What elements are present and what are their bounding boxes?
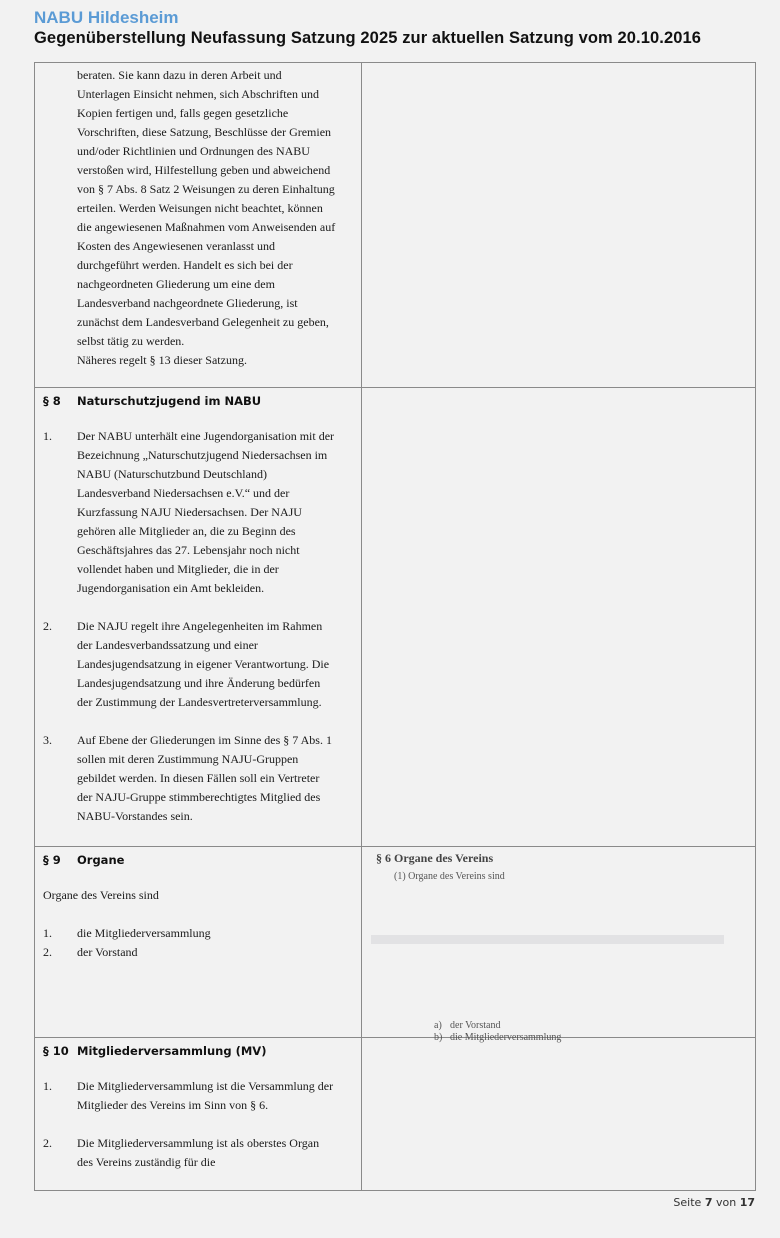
text-line: NABU (Naturschutzbund Deutschland) — [77, 467, 267, 481]
document-title: Gegenüberstellung Neufassung Satzung 2025 zur aktuellen Satzung vom 20.10.2016 — [34, 29, 702, 47]
text-line: und/oder Richtlinien und Ordnungen des NABU — [77, 144, 310, 158]
text-line: Landesverband Niedersachsen e.V.“ und der — [77, 486, 290, 500]
old-statute-cell — [362, 1038, 756, 1191]
section-title: Naturschutzjugend im NABU — [77, 394, 262, 408]
list-item — [43, 731, 353, 826]
list-item — [434, 1020, 561, 1032]
item-number: b) — [434, 1032, 443, 1043]
text-line: verstoßen wird, Hilfestellung geben und abweichend — [77, 163, 331, 177]
text-line: der Landesverbandssatzung und einer — [77, 638, 258, 652]
item-number: 2. — [43, 619, 52, 633]
text-line: erteilen. Werden Weisungen nicht beachtet, können — [77, 201, 323, 215]
text-line: gehören alle Mitglieder an, die zu Beginn des — [77, 524, 296, 538]
text-line: Bezeichnung „Naturschutzjugend Niedersachsen im — [77, 448, 328, 462]
page-separator: von — [715, 1196, 737, 1209]
item-number: 2. — [43, 1136, 52, 1150]
list-item — [43, 924, 353, 943]
new-statute-cell — [35, 63, 362, 388]
text-line: beraten. Sie kann dazu in deren Arbeit und — [77, 68, 282, 82]
item-number: 2. — [43, 945, 52, 959]
text-line: Unterlagen Einsicht nehmen, sich Abschriften und — [77, 87, 319, 101]
text-line: Mitglieder des Vereins im Sinn von § 6. — [77, 1098, 269, 1112]
text-line: Auf Ebene der Gliederungen im Sinne des § 7 Abs. 1 — [77, 733, 332, 747]
section-number: § 9 — [43, 853, 61, 867]
section-heading — [43, 394, 353, 408]
table-row — [35, 388, 756, 847]
old-section-title: § 6 Organe des Vereins — [376, 851, 494, 865]
item-text: der Vorstand — [450, 1020, 501, 1031]
text-line: Die Mitgliederversammlung ist die Versammlung der — [77, 1079, 334, 1093]
text-line: vollendet haben und Mitglieder, die in der — [77, 562, 279, 576]
item-text: der Vorstand — [77, 945, 138, 959]
current-page: 7 — [704, 1196, 713, 1209]
item-number: 1. — [43, 1079, 52, 1093]
text-line: Kopien fertigen und, falls gegen gesetzliche — [77, 106, 289, 120]
text-line: Die NAJU regelt ihre Angelegenheiten im Rahmen — [77, 619, 323, 633]
text-line: Landesjugendsatzung in eigener Verantwortung. Die — [77, 657, 330, 671]
text-line: Vorschriften, diese Satzung, Beschlüsse der Gremien — [77, 125, 332, 139]
item-text: die Mitgliederversammlung — [77, 926, 211, 940]
table-row — [35, 847, 756, 1038]
text-line: Jugendorganisation ein Amt bekleiden. — [77, 581, 265, 595]
text-line: die angewiesenen Maßnahmen vom Anweisenden auf — [77, 220, 336, 234]
old-statute-cell — [362, 847, 756, 1043]
text-line: von § 7 Abs. 8 Satz 2 Weisungen zu deren Einhaltung — [77, 182, 335, 196]
text-line: zunächst dem Landesverband Gelegenheit zu geben, — [77, 315, 329, 329]
item-number: 1. — [43, 926, 52, 940]
redaction-bar — [371, 935, 724, 944]
total-pages: 17 — [739, 1196, 755, 1209]
old-statute-cell — [362, 63, 756, 388]
text-line: gebildet werden. In diesen Fällen soll ein Vertreter — [77, 771, 320, 785]
row1-text — [35, 63, 361, 370]
section-title: Organe — [77, 853, 125, 867]
text-line: der NAJU-Gruppe stimmberechtigtes Mitglied des — [77, 790, 321, 804]
section-title: Mitgliederversammlung (MV) — [77, 1044, 267, 1058]
old-section-intro: (1) Organe des Vereins sind — [394, 871, 505, 882]
item-number: a) — [434, 1020, 442, 1031]
section-number: § 10 — [43, 1044, 69, 1058]
new-statute-cell — [35, 847, 362, 1038]
page-number — [673, 1196, 755, 1209]
table-row — [35, 1038, 756, 1191]
section-heading — [43, 1044, 353, 1058]
text-line: selbst tätig zu werden. — [77, 334, 185, 348]
page-prefix: Seite — [673, 1196, 702, 1209]
list-item — [43, 617, 353, 712]
text-line: sollen mit deren Zustimmung NAJU-Gruppen — [77, 752, 299, 766]
list-item — [43, 1077, 353, 1115]
section-heading — [43, 853, 353, 867]
new-statute-cell — [35, 1038, 362, 1191]
comparison-table — [34, 62, 756, 1191]
item-text: die Mitgliederversammlung — [450, 1032, 562, 1043]
item-number: 3. — [43, 733, 52, 747]
list-item — [43, 427, 353, 598]
text-line: Geschäftsjahres das 27. Lebensjahr noch nicht — [77, 543, 300, 557]
text-line: Näheres regelt § 13 dieser Satzung. — [77, 353, 247, 367]
item-number: 1. — [43, 429, 52, 443]
text-line: Kurzfassung NAJU Niedersachsen. Der NAJU — [77, 505, 302, 519]
text-line: Kosten des Angewiesenen veranlasst und — [77, 239, 275, 253]
old-statute-cell — [362, 388, 756, 847]
list-item — [43, 943, 353, 962]
text-line: Landesverband nachgeordnete Gliederung, ist — [77, 296, 298, 310]
new-statute-cell — [35, 388, 362, 847]
table-row — [35, 63, 756, 388]
org-name: NABU Hildesheim — [34, 8, 179, 27]
text-line: Der NABU unterhält eine Jugendorganisation mit der — [77, 429, 335, 443]
section-number: § 8 — [43, 394, 61, 408]
section-intro: Organe des Vereins sind — [43, 888, 159, 902]
text-line: Die Mitgliederversammlung ist als oberstes Organ — [77, 1136, 320, 1150]
text-line: der Zustimmung der Landesvertreterversammlung. — [77, 695, 322, 709]
text-line: nachgeordneten Gliederung um eine dem — [77, 277, 275, 291]
text-line: NABU-Vorstandes sein. — [77, 809, 193, 823]
text-line: des Vereins zuständig für die — [77, 1155, 216, 1169]
text-line: durchgeführt werden. Handelt es sich bei der — [77, 258, 293, 272]
text-line: Landesjugendsatzung und ihre Änderung bedürfen — [77, 676, 321, 690]
list-item — [43, 1134, 353, 1172]
